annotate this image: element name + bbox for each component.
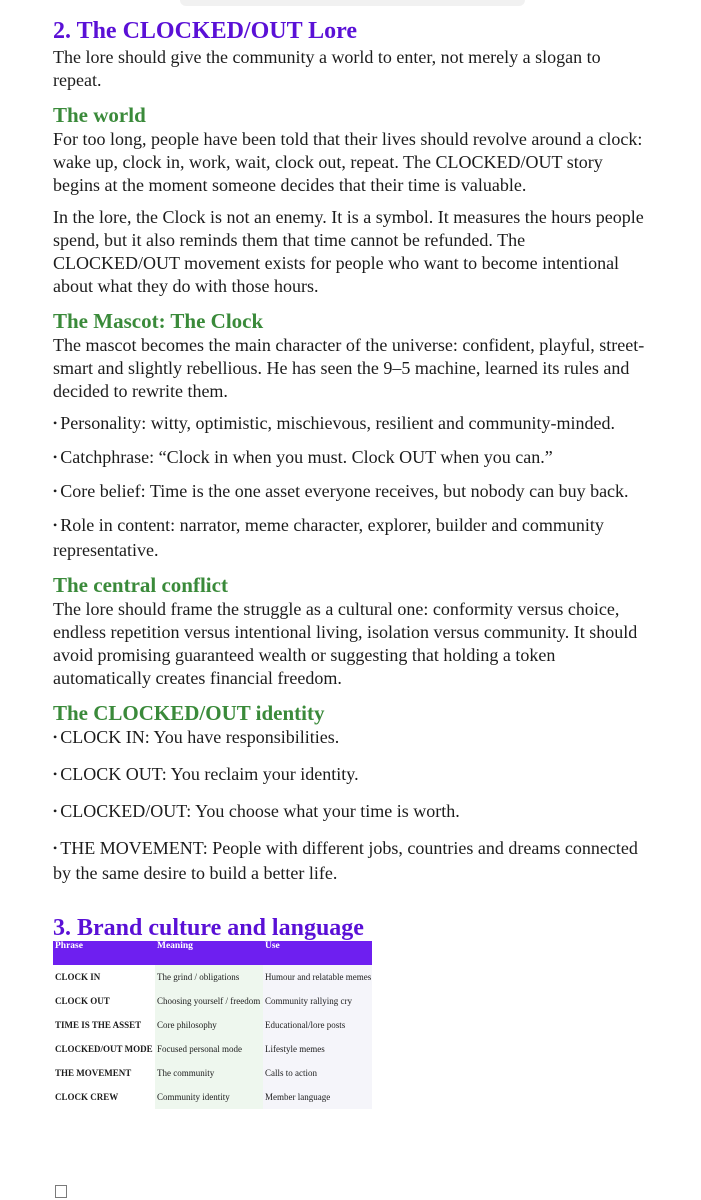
subheading-conflict: The central conflict <box>53 573 228 597</box>
identity-bullet <box>53 837 653 885</box>
table-cell-meaning: Focused personal mode <box>155 1037 263 1061</box>
identity-bullet-text: CLOCKED/OUT: You choose what your time is worth. <box>60 801 460 821</box>
bullet-dot-icon: • <box>53 518 58 532</box>
table-cell-meaning: Community identity <box>155 1085 263 1109</box>
identity-bullet-text: CLOCK IN: You have responsibilities. <box>60 727 340 747</box>
world-paragraph-2: In the lore, the Clock is not an enemy. It is a symbol. It measures the hours people spend, but it also reminds them that time cannot be refunded. The CLOCKED/OUT movement exists for people who want to become intentional about what they do with those hours. <box>53 207 644 296</box>
table-cell-use: Member language <box>263 1085 372 1109</box>
mascot-bullet <box>53 514 653 562</box>
table-header-row <box>53 941 372 965</box>
lore-intro: The lore should give the community a world to enter, not merely a slogan to repeat. <box>53 47 601 90</box>
mascot-bullet <box>53 480 653 505</box>
table-cell-use: Educational/lore posts <box>263 1013 372 1037</box>
identity-bullet-text: CLOCK OUT: You reclaim your identity. <box>60 764 359 784</box>
brand-language-table <box>53 941 372 1109</box>
table-header-cell: Phrase <box>53 941 155 965</box>
document-page <box>53 16 653 1109</box>
table-row <box>53 1085 372 1109</box>
checkbox[interactable] <box>55 1185 67 1198</box>
table-cell-meaning: The grind / obligations <box>155 965 263 989</box>
subheading-mascot: The Mascot: The Clock <box>53 309 264 333</box>
table-cell-phrase: CLOCK CREW <box>53 1085 155 1109</box>
table-cell-meaning: Choosing yourself / freedom <box>155 989 263 1013</box>
bullet-dot-icon: • <box>53 804 58 818</box>
bullet-dot-icon: • <box>53 416 58 430</box>
identity-bullet <box>53 726 653 751</box>
subheading-world: The world <box>53 103 146 127</box>
mascot-bullet <box>53 412 653 437</box>
table-cell-phrase: CLOCK OUT <box>53 989 155 1013</box>
table-cell-use: Humour and relatable memes <box>263 965 372 989</box>
table-row <box>53 1061 372 1085</box>
bullet-dot-icon: • <box>53 730 58 744</box>
bullet-dot-icon: • <box>53 484 58 498</box>
bullet-dot-icon: • <box>53 841 58 855</box>
table-header-cell: Use <box>263 941 372 965</box>
conflict-paragraph: The lore should frame the struggle as a cultural one: conformity versus choice, endless repetition versus intentional living, isolation versus community. It should avoid promising guaranteed wealth or suggesting that holding a token automatically creates financial freedom. <box>53 599 638 688</box>
mascot-bullet-text: Personality: witty, optimistic, mischievous, resilient and community-minded. <box>60 413 615 433</box>
table-header-cell: Meaning <box>155 941 263 965</box>
table-cell-meaning: Core philosophy <box>155 1013 263 1037</box>
table-cell-use: Lifestyle memes <box>263 1037 372 1061</box>
section-heading-brand: 3. Brand culture and language <box>53 915 364 941</box>
table-cell-meaning: The community <box>155 1061 263 1085</box>
bullet-dot-icon: • <box>53 450 58 464</box>
table-cell-phrase: CLOCK IN <box>53 965 155 989</box>
section-heading-lore: 2. The CLOCKED/OUT Lore <box>53 18 358 44</box>
table-row <box>53 1013 372 1037</box>
table-cell-use: Calls to action <box>263 1061 372 1085</box>
identity-bullet-text: THE MOVEMENT: People with different jobs, countries and dreams connected by the same desire to build a better life. <box>53 838 638 883</box>
subheading-identity: The CLOCKED/OUT identity <box>53 701 325 725</box>
table-row <box>53 989 372 1013</box>
top-scroll-indicator <box>180 0 525 6</box>
bullet-dot-icon: • <box>53 767 58 781</box>
world-paragraph-1: For too long, people have been told that their lives should revolve around a clock: wake up, clock in, work, wait, clock out, repeat. The CLOCKED/OUT story begins at the moment someone decides that their time is valuable. <box>53 129 643 195</box>
identity-bullet <box>53 800 653 825</box>
mascot-intro: The mascot becomes the main character of the universe: confident, playful, street-smart and slightly rebellious. He has seen the 9–5 machine, learned its rules and decided to rewrite them. <box>53 335 645 401</box>
identity-bullet <box>53 763 653 788</box>
table-cell-use: Community rallying cry <box>263 989 372 1013</box>
table-cell-phrase: THE MOVEMENT <box>53 1061 155 1085</box>
table-row <box>53 965 372 989</box>
table-cell-phrase: CLOCKED/OUT MODE <box>53 1037 155 1061</box>
mascot-bullet-text: Role in content: narrator, meme character, explorer, builder and community representative. <box>53 515 604 560</box>
mascot-bullet-text: Catchphrase: “Clock in when you must. Clock OUT when you can.” <box>60 447 553 467</box>
table-row <box>53 1037 372 1061</box>
mascot-bullet <box>53 446 653 471</box>
mascot-bullet-text: Core belief: Time is the one asset everyone receives, but nobody can buy back. <box>60 481 629 501</box>
table-cell-phrase: TIME IS THE ASSET <box>53 1013 155 1037</box>
